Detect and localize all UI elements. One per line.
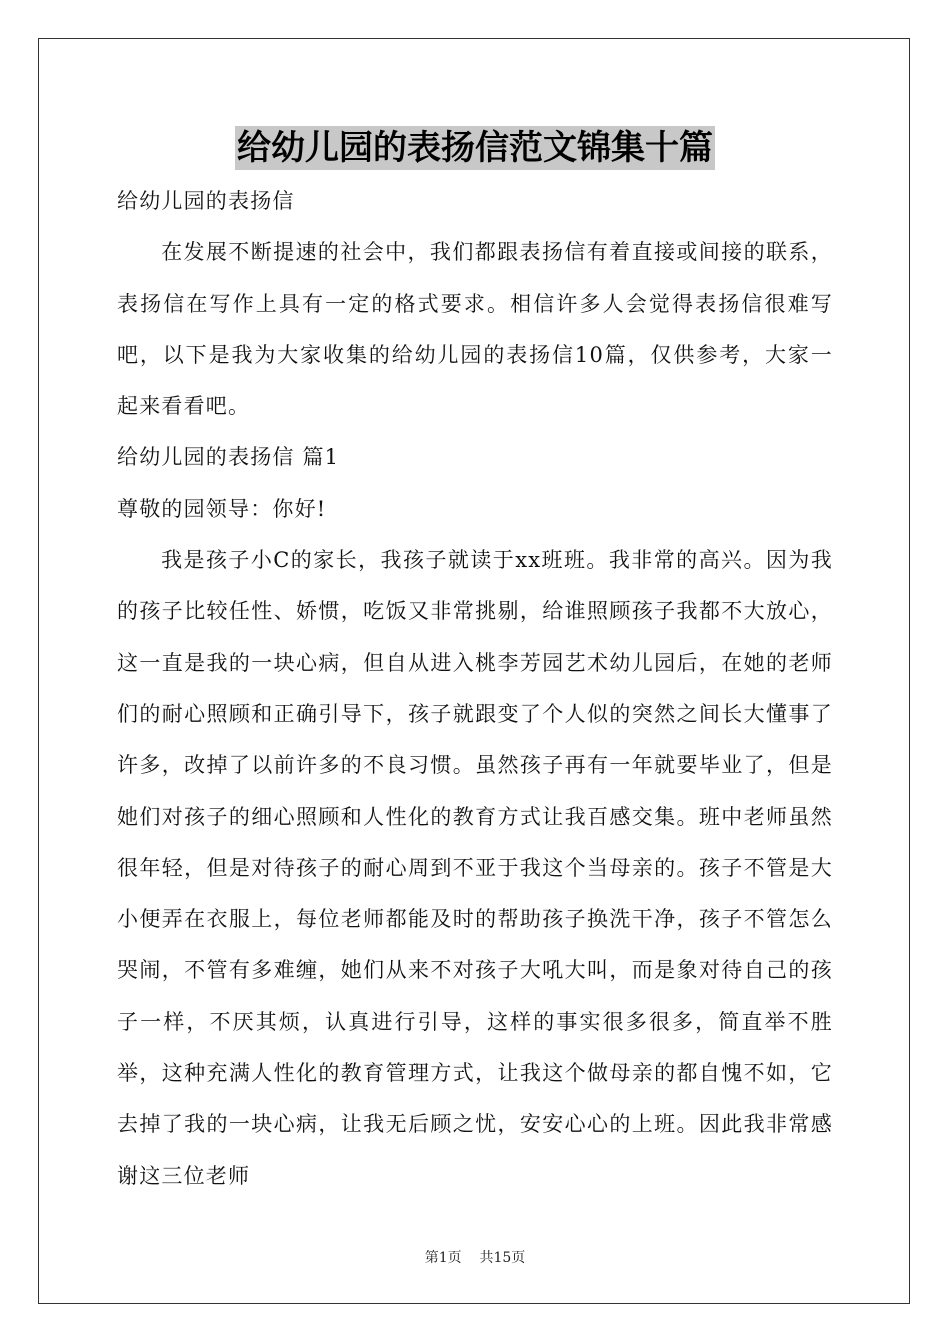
paragraph-heading-1: 给幼儿园的表扬信 (117, 189, 295, 213)
paragraph-intro: 在发展不断提速的社会中，我们都跟表扬信有着直接或间接的联系，表扬信在写作上具有一定的格式要求。相信许多人会觉得表扬信很难写吧，以下是我为大家收集的给幼儿园的表扬信10篇，仅供参考，大家一起来看看吧。 (117, 240, 833, 419)
paragraph-body: 我是孩子小C的家长，我孩子就读于xx班班。我非常的高兴。因为我的孩子比较任性、娇惯，吃饭又非常挑剔，给谁照顾孩子我都不大放心，这一直是我的一块心病，但自从进入桃李芳园艺术幼儿园后，在她的老师们的耐心照顾和正确引导下，孩子就跟变了个人似的突然之间长大懂事了许多，改掉了以前许多的不良习惯。虽然孩子再有一年就要毕业了，但是她们对孩子的细心照顾和人性化的教育方式让我百感交集。班中老师虽然很年轻，但是对待孩子的耐心周到不亚于我这个当母亲的。孩子不管是大小便弄在衣服上，每位老师都能及时的帮助孩子换洗干净，孩子不管怎么哭闹，不管有多难缠，她们从来不对孩子大吼大叫，而是象对待自己的孩子一样，不厌其烦，认真进行引导，这样的事实很多很多，简直举不胜举，这种充满人性化的教育管理方式，让我这个做母亲的都自愧不如，它去掉了我的一块心病，让我无后顾之忧，安安心心的上班。因此我非常感谢这三位老师 (117, 548, 833, 1188)
page-footer (0, 1247, 950, 1267)
document-body (117, 176, 833, 1202)
paragraph-heading-2: 给幼儿园的表扬信 篇1 (117, 445, 340, 470)
document-title: 给幼儿园的表扬信范文锦集十篇 (237, 128, 713, 168)
paragraph-salutation: 尊敬的园领导：你好! (117, 496, 327, 521)
title-container (0, 126, 950, 170)
page-total: 共15页 (479, 1250, 526, 1266)
page-number: 第1页 (424, 1250, 462, 1266)
